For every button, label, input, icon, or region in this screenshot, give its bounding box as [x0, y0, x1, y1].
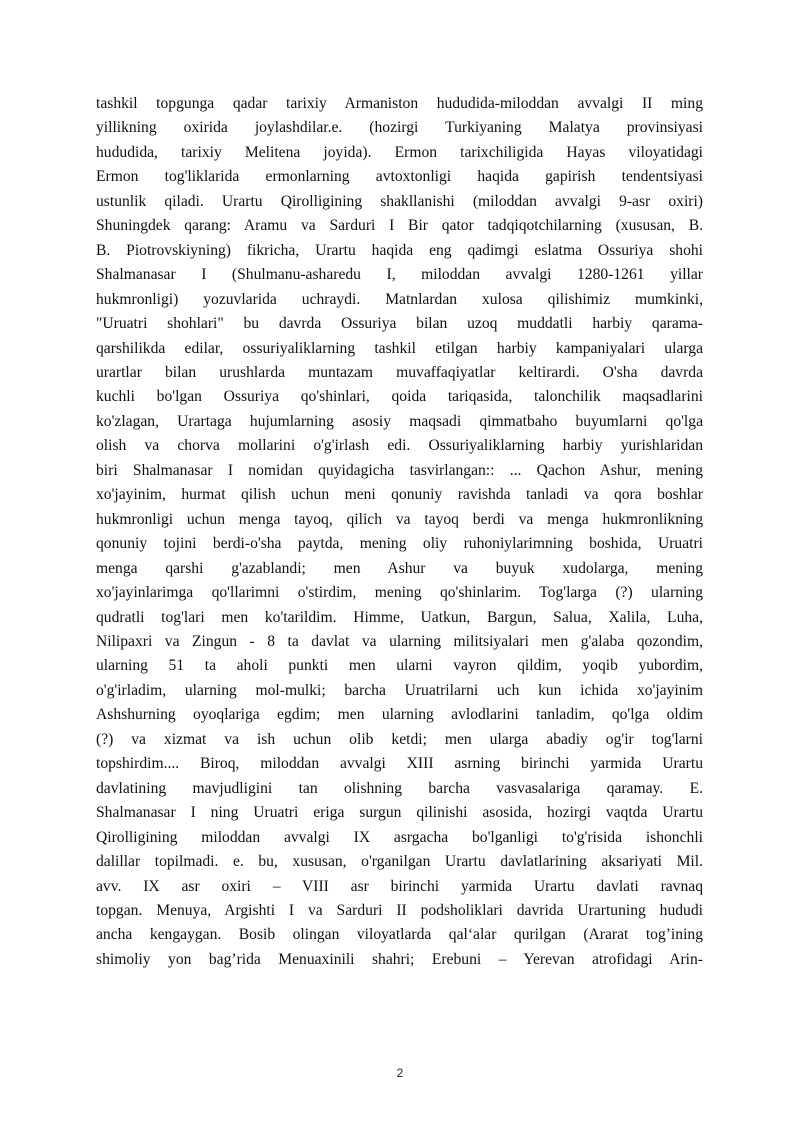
text-line: hukmronligi uchun menga tayoq, qilich va tayoq berdi va menga hukmronlikning: [96, 510, 703, 528]
text-line: "Uruatri shohlari" bu davrda Ossuriya bilan uzoq muddatli harbiy qarama-: [96, 315, 703, 333]
text-line: yillikning oxirida joylashdilar.e. (hozirgi Turkiyaning Malatya provinsiyasi: [96, 119, 703, 137]
text-line: xo'jayinim, hurmat qilish uchun meni qonuniy ravishda tanladi va qora boshlar: [96, 486, 703, 504]
text-line: dalillar topilmadi. e. bu, xususan, o'rganilgan Urartu davlatlarining aksariyati Mil.: [96, 853, 703, 871]
text-line: urartlar bilan urushlarda muntazam muvaffaqiyatlar keltirardi. O'sha davrda: [96, 363, 703, 381]
text-line: olish va chorva mollarini o'g'irlash edi. Ossuriyaliklarning harbiy yurishlaridan: [96, 437, 703, 455]
text-line: hukmronligi) yozuvlarida uchraydi. Matnlardan xulosa qilishimiz mumkinki,: [96, 290, 703, 308]
text-line: tashkil topgunga qadar tarixiy Armaniston hududida-miloddan avvalgi II ming: [96, 95, 703, 112]
body-paragraph: [96, 92, 703, 972]
text-line: davlatining mavjudligini tan olishning barcha vasvasalariga qaramay. E.: [96, 779, 703, 797]
text-line: (?) va xizmat va ish uchun olib ketdi; men ularga abadiy og'ir tog'larni: [96, 730, 703, 748]
text-line: Ashshurning oyoqlariga egdim; men ularning avlodlarini tanladim, qo'lga oldim: [96, 706, 703, 724]
text-line: avv. IX asr oxiri – VIII asr birinchi yarmida Urartu davlati ravnaq: [96, 877, 703, 895]
text-line: qarshilikda edilar, ossuriyaliklarning tashkil etilgan harbiy kampaniyalari ularga: [96, 339, 703, 357]
text-line: ustunlik qiladi. Urartu Qirolligining shakllanishi (miloddan avvalgi 9-asr oxiri): [96, 192, 703, 210]
text-line: ularning 51 ta aholi punkti men ularni vayron qildim, yoqib yubordim,: [96, 657, 703, 675]
text-line: qudratli tog'lari men ko'tarildim. Himme, Uatkun, Bargun, Salua, Xalila, Luha,: [96, 608, 703, 626]
text-line: topgan. Menuya, Argishti I va Sarduri II podsholiklari davrida Urartuning hududi: [96, 901, 703, 919]
text-line: B. Piotrovskiyning) fikricha, Urartu haqida eng qadimgi eslatma Ossuriya shohi: [96, 241, 703, 259]
text-line: Shuningdek qarang: Aramu va Sarduri I Bir qator tadqiqotchilarning (xususan, B.: [96, 217, 703, 235]
text-line: biri Shalmanasar I nomidan quyidagicha tasvirlangan:: ... Qachon Ashur, mening: [96, 461, 703, 479]
text-line: ancha kengaygan. Bosib olingan viloyatlarda qal‘alar qurilgan (Ararat tog’ining: [96, 926, 703, 944]
text-line: hududida, tarixiy Melitena joyida). Ermon tarixchiligida Hayas viloyatidagi: [96, 143, 703, 161]
text-line: topshirdim.... Biroq, miloddan avvalgi XIII asrning birinchi yarmida Urartu: [96, 755, 703, 773]
text-line: o'g'irladim, ularning mol-mulki; barcha Uruatrilarni uch kun ichida xo'jayinim: [96, 681, 703, 699]
page-number: 2: [396, 1066, 404, 1080]
text-line: xo'jayinlarimga qo'llarimni o'stirdim, mening qo'shinlarim. Tog'larga (?) ularning: [96, 584, 703, 602]
text-line: Qirolligining miloddan avvalgi IX asrgacha bo'lganligi to'g'risida ishonchli: [96, 828, 703, 846]
text-line: qonuniy tojini berdi-o'sha paytda, mening oliy ruhoniylarimning boshida, Uruatri: [96, 535, 703, 553]
text-line: Nilipaxri va Zingun - 8 ta davlat va ularning militsiyalari men g'alaba qozondim,: [96, 632, 703, 650]
text-line: ko'zlagan, Urartaga hujumlarning asosiy maqsadi qimmatbaho buyumlarni qo'lga: [96, 412, 703, 430]
text-line: Shalmanasar I ning Uruatri eriga surgun qilinishi asosida, hozirgi vaqtda Urartu: [96, 804, 703, 822]
text-line: shimoliy yon bag’rida Menuaxinili shahri; Erebuni – Yerevan atrofidagi Arin-: [96, 950, 703, 968]
text-line: kuchli bo'lgan Ossuriya qo'shinlari, qoida tariqasida, talonchilik maqsadlarini: [96, 388, 703, 406]
text-line: Shalmanasar I (Shulmanu-asharedu I, miloddan avvalgi 1280-1261 yillar: [96, 266, 703, 284]
text-line: menga qarshi g'azablandi; men Ashur va buyuk xudolarga, mening: [96, 559, 703, 577]
text-line: Ermon tog'liklarida ermonlarning avtoxtonligi haqida gapirish tendentsiyasi: [96, 168, 703, 186]
